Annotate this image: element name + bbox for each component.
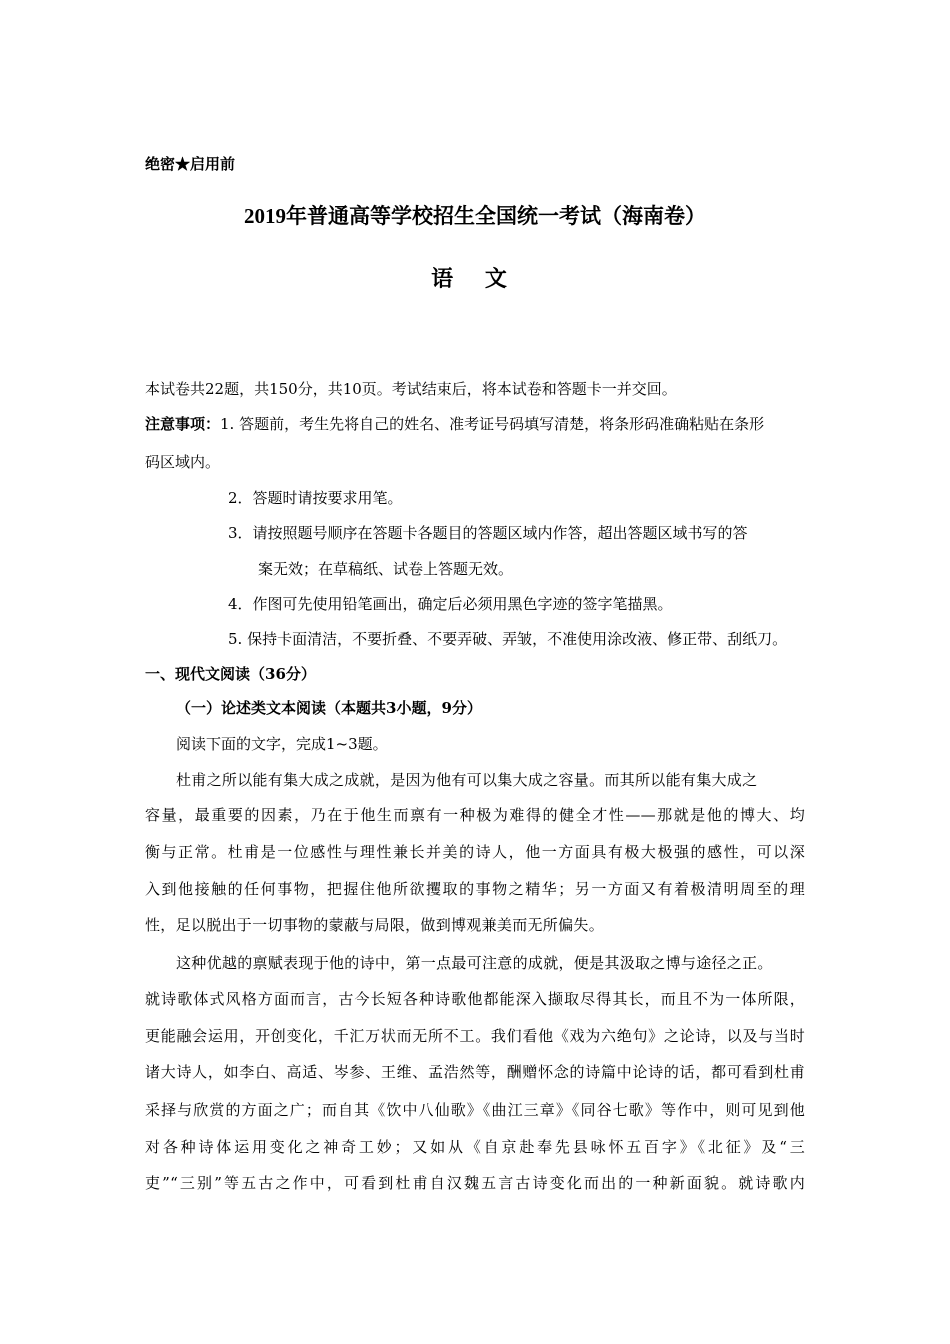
subject-title: 语 文: [431, 266, 519, 292]
note-2: 2．答题时请按要求用笔。: [228, 489, 403, 507]
reading-instruction: 阅读下面的文字，完成1~3题。: [176, 735, 388, 753]
passage-p2-line-7: 吏”“三别”等五古之作中，可看到杜甫自汉魏五言古诗变化而出的一种新面貌。就诗歌内: [145, 1174, 805, 1192]
confidential-label: 绝密★启用前: [145, 155, 236, 173]
passage-p1-line-5: 性，足以脱出于一切事物的蒙蔽与局限，做到博观兼美而无所偏失。: [145, 916, 605, 934]
note-1-text: 1. 答题前，考生先将自己的姓名、准考证号码填写清楚，将条形码准确粘贴在条形: [220, 415, 765, 433]
note-3-continued: 案无效；在草稿纸、试卷上答题无效。: [258, 560, 514, 578]
passage-p1-line-4: 入到他接触的任何事物，把握住他所欲攫取的事物之精华；另一方面又有着极清明周至的理: [145, 880, 805, 898]
passage-p2-line-1: 这种优越的禀赋表现于他的诗中，第一点最可注意的成就，便是其汲取之博与途径之正。: [176, 954, 773, 972]
passage-p1-line-2: 容量，最重要的因素，乃在于他生而禀有一种极为难得的健全才性——那就是他的博大、均: [145, 806, 805, 824]
passage-p2-line-2: 就诗歌体式风格方面而言，古今长短各种诗歌他都能深入撷取尽得其长，而且不为一体所限，: [145, 990, 805, 1008]
passage-p1-line-3: 衡与正常。杜甫是一位感性与理性兼长并美的诗人，他一方面具有极大极强的感性，可以深: [145, 843, 805, 861]
notes-label: 注意事项：: [145, 415, 221, 433]
note-4: 4．作图可先使用铅笔画出，确定后必须用黑色字迹的签字笔描黑。: [228, 595, 673, 613]
note-1-continued: 码区域内。: [145, 453, 221, 471]
exam-overview: 本试卷共22题，共150分，共10页。考试结束后，将本试卷和答题卡一并交回。: [145, 380, 677, 398]
note-3: 3．请按照题号顺序在答题卡各题目的答题区域内作答，超出答题区域书写的答: [228, 524, 748, 542]
passage-p2-line-3: 更能融会运用，开创变化，千汇万状而无所不工。我们看他《戏为六绝句》之论诗，以及与当时: [145, 1027, 805, 1045]
passage-p1-line-1: 杜甫之所以能有集大成之成就，是因为他有可以集大成之容量。而其所以能有集大成之: [176, 771, 758, 789]
passage-p2-line-5: 采择与欣赏的方面之广；而自其《饮中八仙歌》《曲江三章》《同谷七歌》等作中，则可见到他: [145, 1101, 805, 1119]
passage-p2-line-4: 诸大诗人，如李白、高适、岑参、王维、孟浩然等，酬赠怀念的诗篇中论诗的话，都可看到杜甫: [145, 1063, 805, 1081]
section-1-subheading: （一）论述类文本阅读（本题共3小题，9分）: [176, 699, 482, 717]
exam-title: 2019年普通高等学校招生全国统一考试（海南卷）: [244, 204, 706, 228]
passage-p2-line-6: 对各种诗体运用变化之神奇工妙；又如从《自京赴奉先县咏怀五百字》《北征》及“三: [145, 1138, 805, 1156]
note-5: 5. 保持卡面清洁，不要折叠、不要弄破、弄皱，不准使用涂改液、修正带、刮纸刀。: [228, 630, 788, 648]
notes-line-1: [145, 413, 764, 434]
section-1-heading: 一、现代文阅读（36分）: [145, 665, 316, 683]
